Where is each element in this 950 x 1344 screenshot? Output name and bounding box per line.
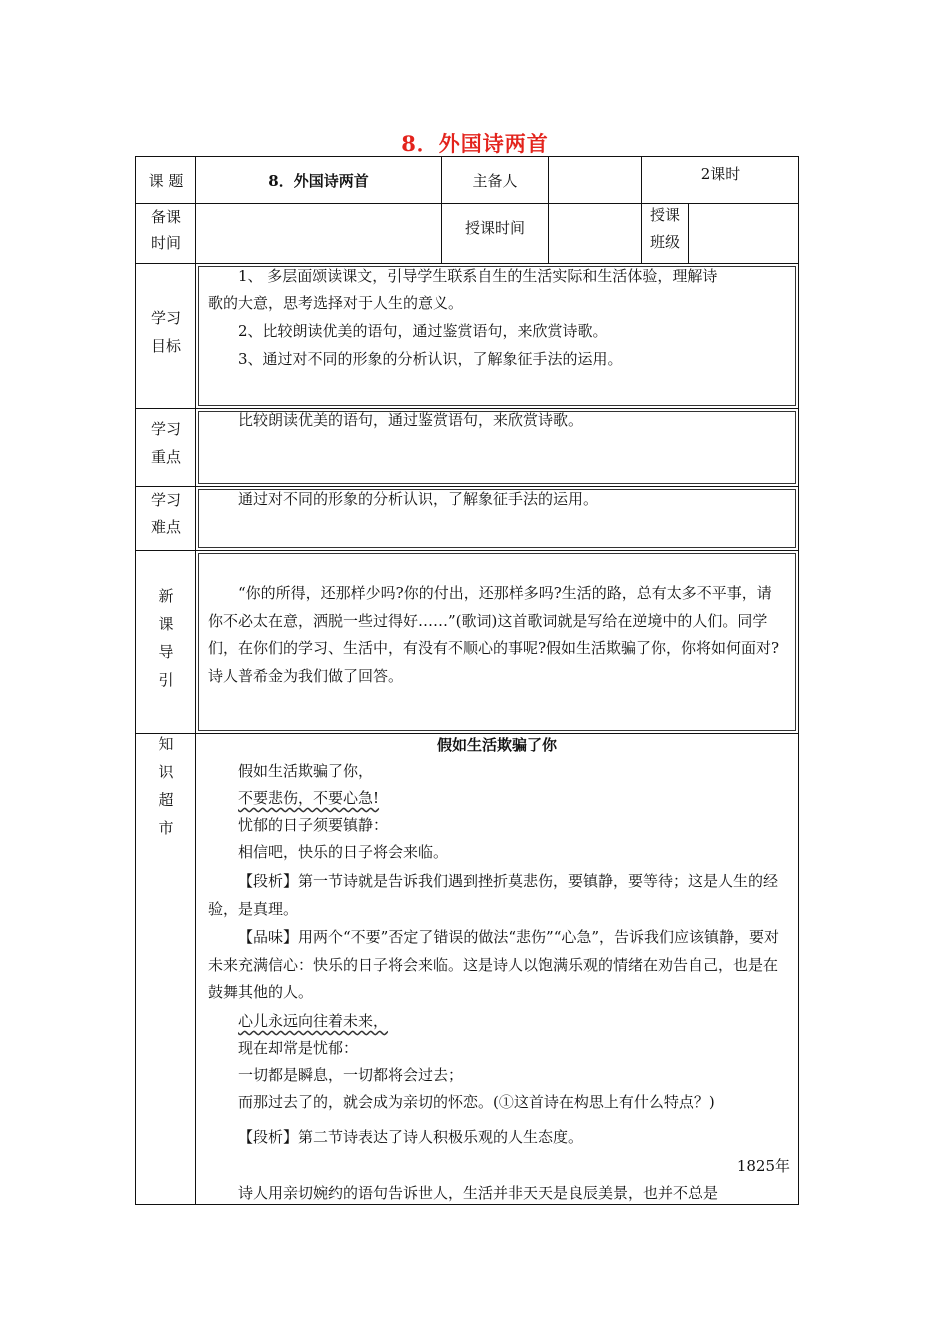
column-divider [548, 156, 549, 263]
analysis-tag: 【段析】 [238, 1128, 299, 1146]
poem-line: 一切都是瞬息，一切都将会过去； [238, 1066, 464, 1084]
knowledge-label-3: 超 [158, 791, 174, 809]
analysis-tag: 【段析】 [238, 872, 299, 890]
intro-label-1: 新 [158, 587, 174, 605]
year-note: 1825年 [736, 1157, 790, 1175]
difficulties-text: 通过对不同的形象的分析认识，了解象征手法的运用。 [238, 490, 599, 508]
class-label-1: 授课 [649, 206, 680, 224]
key-points-label-1: 学习 [150, 420, 181, 438]
prep-time-label-2: 时间 [150, 234, 181, 252]
poem-line: 现在却常是忧郁： [238, 1039, 359, 1057]
hours-value: 2课时 [700, 165, 741, 183]
difficulties-label-1: 学习 [150, 491, 181, 509]
analysis-text: 第二节诗表达了诗人积极乐观的人生态度。 [298, 1128, 584, 1146]
intro-label-2: 课 [158, 615, 174, 633]
poem-line: 假如生活欺骗了你， [238, 762, 374, 780]
intro-label-3: 导 [158, 643, 174, 661]
topic-label: 课 题 [148, 172, 184, 190]
row-divider [135, 203, 799, 204]
goals-label-2: 目标 [150, 337, 181, 355]
topic-value: 8．外国诗两首 [268, 172, 369, 190]
difficulties-label-2: 难点 [150, 518, 181, 536]
poem-line: 忧郁的日子须要镇静： [238, 816, 389, 834]
knowledge-label-1: 知 [158, 735, 174, 753]
goal-item-1-line-2: 歌的大意，思考选择对于人生的意义。 [208, 294, 464, 312]
page-title: 8．外国诗两首 [401, 131, 549, 156]
teach-time-label: 授课时间 [464, 219, 525, 237]
taste-tag: 【品味】 [238, 928, 299, 946]
class-label-2: 班级 [649, 233, 680, 251]
taste-text: 用两个“不要”否定了错误的做法“悲伤”“心急”，告诉我们应该镇静，要对未来充满信心：快乐的日子将会来临。这是诗人以饱满乐观的情绪在劝告自己，也是在鼓舞其他的人。 [208, 928, 780, 1002]
key-points-text: 比较朗读优美的语句，通过鉴赏语句，来欣赏诗歌。 [238, 411, 584, 429]
prep-time-label-1: 备课 [150, 208, 181, 226]
taste-paragraph [208, 924, 786, 1007]
intro-label-4: 引 [158, 671, 174, 689]
knowledge-label-4: 市 [158, 819, 174, 837]
column-divider [688, 203, 689, 263]
goals-label-1: 学习 [150, 309, 181, 327]
poem-line: 心儿永远向往着未来， [238, 1012, 389, 1030]
lead-label: 主备人 [472, 172, 518, 190]
poem-line-with-question: 而那过去了的，就会成为亲切的怀恋。(①这首诗在构思上有什么特点？) [238, 1093, 715, 1111]
poem-title: 假如生活欺骗了你 [436, 736, 557, 754]
goal-item-2: 2、比较朗读优美的语句，通过鉴赏语句，来欣赏诗歌。 [238, 322, 608, 340]
intro-text: “你的所得，还那样少吗?你的付出，还那样多吗?生活的路，总有太多不平事，请你不必太在意，洒脱一些过得好……”(歌词)这首歌词就是写给在逆境中的人们。同学们，在你们的学习、生活中，有没有不顺心的事呢?假如生活欺骗了你，你将如何面对?诗人普希金为我们做了回答。 [208, 584, 780, 685]
goal-item-1-line-1: 1、 多层面颂读课文，引导学生联系自生的生活实际和生活体验，理解诗 [238, 267, 718, 285]
analysis-paragraph-2 [238, 1124, 583, 1151]
knowledge-label-2: 识 [158, 763, 174, 781]
poem-line: 相信吧，快乐的日子将会来临。 [238, 843, 449, 861]
key-points-label-2: 重点 [150, 448, 181, 466]
poem-line: 不要悲伤，不要心急! [238, 789, 380, 807]
analysis-text: 第一节诗就是告诉我们遇到挫折莫悲伤，要镇静，要等待；这是人生的经验，是真理。 [208, 872, 779, 918]
goal-item-3: 3、通过对不同的形象的分析认识，了解象征手法的运用。 [238, 350, 623, 368]
row-divider [135, 550, 799, 551]
closing-line: 诗人用亲切婉约的语句告诉世人，生活并非天天是良辰美景，也并不总是 [238, 1184, 719, 1202]
analysis-paragraph-1 [208, 868, 786, 923]
